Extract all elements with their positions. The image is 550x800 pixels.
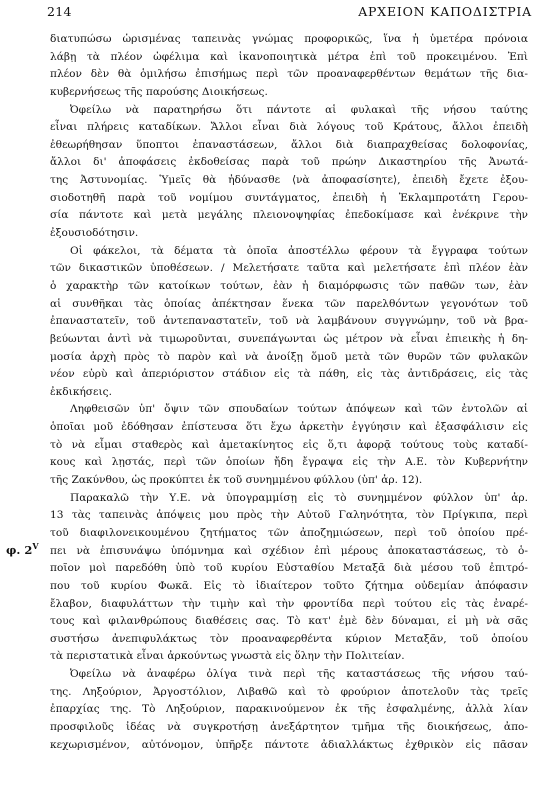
running-head: ΑΡΧΕΙΟΝ ΚΑΠΟΔΙΣΤΡΙΑ <box>358 4 532 19</box>
text-line: ὁ χαρακτὴρ τῶν κατοίκων τούτων, ἐὰν ἡ διαμόρφωσις τῶν παθῶν των, ἐὰν <box>50 279 528 292</box>
text-line: ἄλλοι δι' ἀποφάσεις ἐκδοθείσας παρὰ τοῦ πρώην Δικαστηρίου τῆς Ἀνωτά- <box>50 156 528 169</box>
text-line: ἐπαρχίας της. Τὸ Ληξούριον, παρακινούμενον ἐκ τῆς ἐσφαλμένης, ἀλλὰ λίαν <box>50 703 528 716</box>
folio-margin-note <box>6 541 39 557</box>
page-header <box>47 4 532 24</box>
text-line: τῆς Ζακύνθου, ὡς προκύπτει ἐκ τοῦ συνημμένου φύλλου (ὑπ' ἀρ. 12). <box>50 474 423 487</box>
text-line: τὰ περιστατικὰ εἶναι ἀρκούντως γνωστὰ εἰς ὅλην τὴν Πολιτείαν. <box>50 650 405 663</box>
folio-label: φ. 2 <box>6 542 33 557</box>
text-line: Ὀφείλω νὰ παρατηρήσω ὅτι πάντοτε αἱ φυλακαὶ τῆς νήσου ταύτης <box>70 103 528 116</box>
text-line: κυβερνήσεως τῆς παρούσης Διοικήσεως. <box>50 85 268 98</box>
text-line: ἐπαναστατεῖν, τοῦ ἀντεπαναστατεῖν, τοῦ νὰ λαμβάνουν συγγνώμην, τοῦ νὰ βρα- <box>50 315 528 328</box>
text-line: κους καὶ λῃστάς, περὶ τῶν ὁποίων ἤδη ἔγραψα εἰς τὴν Α.Ε. τὸν Κυβερνήτην <box>50 456 528 469</box>
text-line: τὸ νὰ εἶμαι σταθερὸς καὶ ἀμετακίνητος εἰς ὅ,τι ἀφορᾷ τούτους τοὺς καταδί- <box>50 438 528 451</box>
text-line: ποῖον μοὶ παρεδόθη ὑπὸ τοῦ κυρίου Εὐσταθίου Μεταξᾶ διὰ μέσου τοῦ ἐπιτρό- <box>50 562 528 575</box>
text-line: κεχωρισμένον, αὐτόνομον, ὑπῆρξε πάντοτε ἀδιαλλάκτως ἐχθρικὸν εἰς πᾶσαν <box>50 738 528 751</box>
text-line: τοῦ διαφιλονεικουμένου ζητήματος τῶν ἀποζημιώσεων, περὶ τοῦ ὁποίου πρέ- <box>50 526 528 539</box>
text-line: βεύωνται ἀντὶ νὰ τιμωροῦνται, συνεπάγωνται ὡς μέτρον νὰ εἶναι ἐπιεικὴς ἡ δη- <box>50 332 528 345</box>
text-line: πλέον δὲν θὰ ὁμιλήσω ἐπισήμως περὶ τῶν προαναφερθέντων θεμάτων τῆς δια- <box>50 68 528 81</box>
text-line: τῶν δικαστικῶν ὑποθέσεων. / Μελετήσατε ταῦτα καὶ μελετήσατε ἐπὶ πλέον ἐὰν <box>50 262 528 275</box>
text-line: λάβῃ τὰ πλέον ὠφέλιμα καὶ ἱκανοποιητικὰ μέτρα ἐπὶ τοῦ προκειμένου. Ἐπὶ <box>50 50 528 63</box>
text-line: εἶναι πλήρεις καταδίκων. Ἄλλοι εἶναι διὰ λόγους τοῦ Κράτους, ἄλλοι ἐπειδὴ <box>50 121 528 134</box>
text-line: αἱ συνθῆκαι τὰς ὁποίας ἀπέκτησαν ἕνεκα τῶν παρελθόντων γεγονότων τοῦ <box>50 297 528 310</box>
text-line: συστήσω ἀνεπιφυλάκτως τὸν προαναφερθέντα κύριον Μεταξᾶν, τοῦ ὁποίου <box>50 632 528 645</box>
text-line: της. Ληξούριον, Ἀργοστόλιον, Λιβαθῶ καὶ τὸ φρούριον ἀποτελοῦν τὰς τρεῖς <box>50 685 528 698</box>
text-line: τους καὶ φιλανθρώπους διαθέσεις σας. Τὸ κατ' ἐμὲ δὲν δύναμαι, εἰ μὴ νὰ σᾶς <box>50 615 528 628</box>
text-line: Παρακαλῶ τὴν Υ.Ε. νὰ ὑπογραμμίσῃ εἰς τὸ συνημμένον φύλλον ὑπ' ἀρ. <box>70 491 528 504</box>
body-text <box>50 31 528 754</box>
text-line: ὁποῖαι μοῦ ἐδόθησαν ἐπίστευσα ὅτι ἔχω ἀρκετὴν ἐγγύησιν καὶ ἐξασφάλισιν εἰς <box>50 421 528 434</box>
text-line: πει νὰ ἐπισυνάψω ὑπόμνημα καὶ σχέδιον ἐπὶ μέρους ἀποκαταστάσεως, τὸ ὁ- <box>50 544 528 557</box>
text-line: Ὀφείλω νὰ ἀναφέρω ὀλίγα τινὰ περὶ τῆς καταστάσεως τῆς νήσου ταύ- <box>70 668 528 681</box>
text-line: ἐξουσιοδότησιν. <box>50 227 139 240</box>
folio-verso-mark: V <box>32 541 39 551</box>
text-line: Ληφθεισῶν ὑπ' ὄψιν τῶν σπουδαίων τούτων ἀπόψεων καὶ τῶν ἐντολῶν αἱ <box>70 403 528 416</box>
text-line: ἔλαβον, διαφυλάττων τὴν τιμὴν καὶ τὴν φροντίδα περὶ τούτου εἰς τὰς ἐναρέ- <box>50 597 528 610</box>
text-line: προσφιλοῦς ἰδέας νὰ συγκροτήσῃ ἀνεξάρτητον τμῆμα τῆς διοικήσεως, ἀπο- <box>50 720 528 733</box>
text-line: Οἱ φάκελοι, τὰ δέματα τὰ ὁποῖα ἀποστέλλω φέρουν τὰ ἔγγραφα τούτων <box>70 244 528 257</box>
text-line: ἐθεωρήθησαν ὕποπτοι ἐπαναστάσεων, ἄλλοι διὰ διαπραχθείσας δολοφονίας, <box>50 138 528 151</box>
text-line: μοσία ἀρχὴ πρὸς τὸ παρὸν καὶ νὰ ἀνοίξῃ ὅμοῦ μετὰ τῶν θυρῶν τῶν φυλακῶν <box>50 350 528 363</box>
page-number: 214 <box>47 4 72 19</box>
text-line: που τοῦ κυρίου Φωκᾶ. Εἰς τὸ ἰδιαίτερον τοῦτο ζήτημα οὐδεμίαν ἀπόφασιν <box>50 579 528 592</box>
text-line: της Ἀστυνομίας. Ὑμεῖς θὰ ἠδύνασθε ⟨νὰ ἀποφασίσητε⟩, ἐπειδὴ ἔχετε ἐξου- <box>50 174 528 187</box>
text-line: διατυπώσω ὡρισμένας ταπεινὰς γνώμας προφορικῶς, ἵνα ἡ ὑμετέρα πρόνοια <box>50 33 528 45</box>
text-line: σία πάντοτε καὶ μετὰ μεγάλης πλειονοψηφίας ἐπεδοκίμασε καὶ ἐνέκρινε τὴν <box>50 209 528 222</box>
text-line: ἐκδικήσεις. <box>50 385 112 398</box>
text-line: σιοδοτηθῆ παρὰ τοῦ νομίμου συντάγματος, ἐπειδὴ ἡ Ἐκλαμπροτάτη Γερου- <box>50 191 528 204</box>
text-line: 13 τὰς ταπεινὰς ἀπόψεις μου πρὸς τὴν Αὐτοῦ Γαληνότητα, τὸν Πρίγκιπα, περὶ <box>50 509 528 522</box>
text-line: νέον εὐρὺ καὶ ἀπεριόριστον στάδιον εἰς τὰ πάθη, εἰς τὰς ἀντιδράσεις, εἰς τὰς <box>50 368 528 381</box>
